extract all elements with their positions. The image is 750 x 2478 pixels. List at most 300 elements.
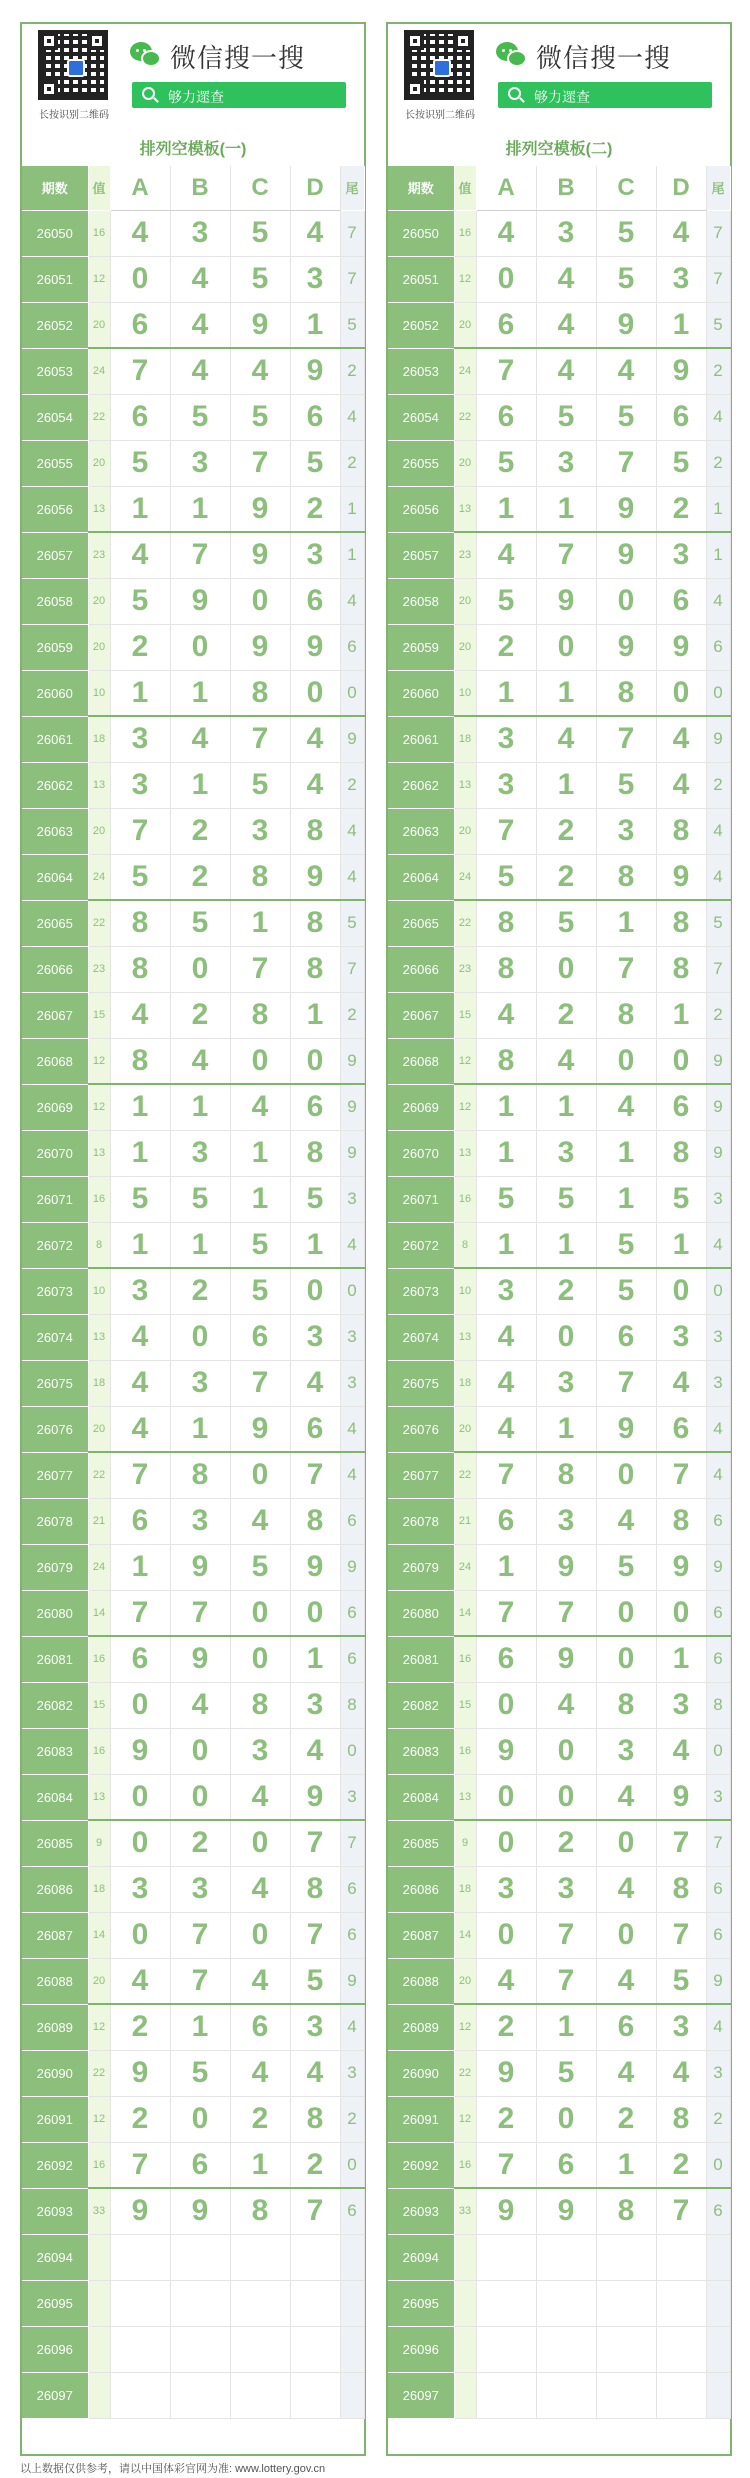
- digit-b-cell: 5: [170, 1176, 230, 1222]
- digit-a-cell: 4: [110, 1406, 170, 1452]
- period-cell: 26063: [388, 808, 454, 854]
- value-cell: 18: [88, 1866, 110, 1912]
- digit-c-cell: [230, 2234, 290, 2280]
- search-bar[interactable]: [498, 82, 712, 108]
- col-a-header: A: [476, 166, 536, 210]
- template-panel-2: [386, 22, 732, 2456]
- tail-cell: 7: [706, 256, 730, 302]
- digit-b-cell: 0: [536, 2096, 596, 2142]
- period-cell: 26085: [22, 1820, 88, 1866]
- digit-c-cell: 6: [230, 2004, 290, 2050]
- period-cell: 26073: [22, 1268, 88, 1314]
- period-cell: 26051: [388, 256, 454, 302]
- digit-b-cell: 2: [170, 992, 230, 1038]
- digit-b-cell: 4: [536, 1038, 596, 1084]
- value-cell: 22: [454, 900, 476, 946]
- value-cell: 20: [88, 1958, 110, 2004]
- value-cell: 16: [454, 1728, 476, 1774]
- digit-a-cell: 1: [476, 486, 536, 532]
- app-title: 微信搜一搜: [170, 44, 306, 74]
- digit-a-cell: 4: [110, 1360, 170, 1406]
- digit-b-cell: 4: [536, 1682, 596, 1728]
- table-row: [22, 808, 364, 854]
- digit-a-cell: [110, 2372, 170, 2418]
- digit-d-cell: 9: [290, 854, 340, 900]
- table-row: [388, 762, 730, 808]
- digit-b-cell: 2: [536, 1268, 596, 1314]
- digit-b-cell: 9: [170, 1544, 230, 1590]
- digit-a-cell: 1: [110, 486, 170, 532]
- digit-b-cell: 0: [536, 624, 596, 670]
- value-cell: 14: [454, 1912, 476, 1958]
- digit-a-cell: 0: [476, 1774, 536, 1820]
- tail-cell: 6: [706, 1590, 730, 1636]
- tail-cell: 3: [706, 1314, 730, 1360]
- digit-c-cell: 0: [596, 1636, 656, 1682]
- table-row: [388, 670, 730, 716]
- digit-b-cell: 7: [170, 1590, 230, 1636]
- digit-d-cell: 8: [290, 1498, 340, 1544]
- table-row: [22, 1452, 364, 1498]
- tail-cell: 6: [706, 1912, 730, 1958]
- digit-c-cell: 5: [230, 256, 290, 302]
- digit-b-cell: [170, 2280, 230, 2326]
- digit-c-cell: 1: [596, 1176, 656, 1222]
- digit-d-cell: 4: [656, 210, 706, 256]
- digit-c-cell: 9: [230, 624, 290, 670]
- digit-a-cell: 1: [110, 1222, 170, 1268]
- digit-d-cell: 0: [656, 670, 706, 716]
- digit-a-cell: 3: [110, 1866, 170, 1912]
- value-cell: 13: [454, 486, 476, 532]
- digit-d-cell: 1: [290, 992, 340, 1038]
- digit-b-cell: 8: [536, 1452, 596, 1498]
- digit-d-cell: 2: [656, 2142, 706, 2188]
- digit-b-cell: 7: [536, 1590, 596, 1636]
- value-cell: 23: [454, 946, 476, 992]
- period-cell: 26050: [22, 210, 88, 256]
- value-cell: 18: [88, 1360, 110, 1406]
- digit-d-cell: 1: [290, 1636, 340, 1682]
- value-cell: 24: [454, 1544, 476, 1590]
- digit-a-cell: [110, 2326, 170, 2372]
- digit-c-cell: [230, 2372, 290, 2418]
- period-cell: 26085: [388, 1820, 454, 1866]
- table-row: [388, 992, 730, 1038]
- digit-d-cell: 3: [290, 1682, 340, 1728]
- digit-b-cell: 1: [536, 670, 596, 716]
- digit-a-cell: 9: [476, 2050, 536, 2096]
- tail-cell: 4: [706, 1222, 730, 1268]
- period-cell: 26082: [388, 1682, 454, 1728]
- digit-a-cell: 7: [476, 2142, 536, 2188]
- panel-subtitle: 排列空模板(一): [139, 141, 247, 158]
- digit-d-cell: 2: [290, 486, 340, 532]
- period-cell: 26097: [22, 2372, 88, 2418]
- digit-b-cell: 0: [170, 946, 230, 992]
- value-cell: [454, 2280, 476, 2326]
- digit-a-cell: 0: [110, 1682, 170, 1728]
- tail-cell: 3: [340, 2050, 364, 2096]
- period-cell: 26072: [388, 1222, 454, 1268]
- period-cell: 26088: [22, 1958, 88, 2004]
- digit-c-cell: 4: [230, 1084, 290, 1130]
- table-row: [22, 1084, 364, 1130]
- digit-c-cell: 4: [596, 348, 656, 394]
- period-cell: 26092: [388, 2142, 454, 2188]
- search-text: 够力遝查: [534, 89, 590, 105]
- lottery-table: [388, 166, 731, 2419]
- digit-b-cell: 3: [536, 440, 596, 486]
- period-cell: 26090: [22, 2050, 88, 2096]
- period-cell: 26067: [22, 992, 88, 1038]
- digit-c-cell: 4: [230, 1958, 290, 2004]
- digit-d-cell: 3: [656, 532, 706, 578]
- digit-a-cell: 8: [110, 946, 170, 992]
- value-cell: 21: [454, 1498, 476, 1544]
- table-row: [22, 670, 364, 716]
- digit-a-cell: 1: [110, 670, 170, 716]
- period-cell: 26089: [22, 2004, 88, 2050]
- digit-c-cell: 4: [596, 1774, 656, 1820]
- digit-c-cell: 4: [230, 1498, 290, 1544]
- table-row: [22, 1590, 364, 1636]
- digit-a-cell: 4: [476, 532, 536, 578]
- table-row: [388, 2372, 730, 2418]
- digit-d-cell: 9: [656, 624, 706, 670]
- digit-b-cell: 0: [170, 1728, 230, 1774]
- digit-c-cell: 4: [230, 2050, 290, 2096]
- tail-cell: 3: [706, 1360, 730, 1406]
- table-row: [22, 1360, 364, 1406]
- table-row: [388, 1084, 730, 1130]
- digit-d-cell: 0: [290, 1268, 340, 1314]
- value-cell: 24: [454, 348, 476, 394]
- tail-cell: 7: [340, 946, 364, 992]
- value-cell: 15: [454, 1682, 476, 1728]
- digit-c-cell: 5: [596, 394, 656, 440]
- table-row: [388, 1958, 730, 2004]
- digit-c-cell: 3: [596, 808, 656, 854]
- tail-cell: 4: [706, 578, 730, 624]
- digit-a-cell: 6: [110, 394, 170, 440]
- tail-cell: 6: [706, 624, 730, 670]
- table-row: [22, 1222, 364, 1268]
- value-cell: 20: [454, 440, 476, 486]
- table-row: [388, 1866, 730, 1912]
- search-icon: [142, 87, 155, 100]
- digit-b-cell: 1: [536, 1084, 596, 1130]
- digit-a-cell: 5: [476, 440, 536, 486]
- digit-b-cell: 3: [536, 210, 596, 256]
- digit-b-cell: 4: [170, 1682, 230, 1728]
- table-row: [22, 1912, 364, 1958]
- table-row: [388, 1774, 730, 1820]
- tail-cell: 9: [706, 716, 730, 762]
- digit-c-cell: 3: [230, 808, 290, 854]
- period-cell: 26096: [22, 2326, 88, 2372]
- digit-b-cell: 0: [536, 1774, 596, 1820]
- value-cell: 22: [88, 1452, 110, 1498]
- digit-a-cell: [110, 2280, 170, 2326]
- value-cell: 16: [88, 1636, 110, 1682]
- qr-code[interactable]: [404, 30, 474, 100]
- value-cell: 13: [454, 1130, 476, 1176]
- value-cell: 20: [88, 808, 110, 854]
- digit-b-cell: 4: [170, 348, 230, 394]
- table-row: [22, 1544, 364, 1590]
- digit-a-cell: 6: [476, 1498, 536, 1544]
- digit-b-cell: 1: [170, 1222, 230, 1268]
- period-cell: 26058: [22, 578, 88, 624]
- period-cell: 26065: [22, 900, 88, 946]
- tail-cell: 4: [706, 1452, 730, 1498]
- tail-cell: 6: [706, 2188, 730, 2234]
- digit-d-cell: 3: [290, 256, 340, 302]
- table-row: [22, 992, 364, 1038]
- panel-subtitle: 排列空模板(二): [505, 141, 613, 158]
- tail-cell: 9: [340, 1084, 364, 1130]
- digit-a-cell: 0: [110, 1774, 170, 1820]
- digit-a-cell: 3: [476, 716, 536, 762]
- table-row: [22, 2096, 364, 2142]
- digit-a-cell: 8: [476, 900, 536, 946]
- digit-c-cell: 5: [596, 1222, 656, 1268]
- period-cell: 26054: [22, 394, 88, 440]
- digit-a-cell: 8: [110, 1038, 170, 1084]
- digit-c-cell: 5: [230, 1268, 290, 1314]
- period-cell: 26073: [388, 1268, 454, 1314]
- digit-d-cell: 3: [656, 2004, 706, 2050]
- digit-b-cell: 0: [170, 1314, 230, 1360]
- table-row: [22, 2234, 364, 2280]
- digit-a-cell: 4: [476, 210, 536, 256]
- digit-b-cell: 7: [536, 1912, 596, 1958]
- tail-cell: 7: [340, 1820, 364, 1866]
- table-row: [22, 2188, 364, 2234]
- table-row: [388, 1176, 730, 1222]
- table-row: [388, 210, 730, 256]
- period-cell: 26076: [388, 1406, 454, 1452]
- period-cell: 26094: [22, 2234, 88, 2280]
- digit-c-cell: 8: [230, 2188, 290, 2234]
- digit-c-cell: 9: [230, 302, 290, 348]
- value-cell: 13: [454, 1774, 476, 1820]
- table-row: [22, 1130, 364, 1176]
- table-row: [22, 256, 364, 302]
- panel-header: [22, 24, 364, 124]
- lottery-table: [22, 166, 365, 2419]
- tail-cell: 4: [706, 2004, 730, 2050]
- table-row: [388, 1912, 730, 1958]
- tail-cell: 3: [706, 1774, 730, 1820]
- digit-d-cell: 7: [290, 2188, 340, 2234]
- period-cell: 26095: [22, 2280, 88, 2326]
- digit-a-cell: 0: [476, 1912, 536, 1958]
- digit-b-cell: [536, 2372, 596, 2418]
- digit-d-cell: 5: [656, 1176, 706, 1222]
- digit-d-cell: [656, 2280, 706, 2326]
- digit-d-cell: 8: [656, 946, 706, 992]
- digit-a-cell: 0: [476, 256, 536, 302]
- value-cell: 20: [88, 440, 110, 486]
- digit-b-cell: 9: [536, 2188, 596, 2234]
- qr-code[interactable]: [38, 30, 108, 100]
- qr-caption: 长按识别二维码: [405, 110, 475, 121]
- tail-cell: 6: [340, 1636, 364, 1682]
- digit-a-cell: [476, 2372, 536, 2418]
- table-row: [22, 1820, 364, 1866]
- period-cell: 26059: [22, 624, 88, 670]
- tail-cell: 4: [706, 394, 730, 440]
- table-row: [22, 1498, 364, 1544]
- period-cell: 26080: [388, 1590, 454, 1636]
- digit-a-cell: [476, 2326, 536, 2372]
- table-row: [22, 1682, 364, 1728]
- col-d-header: D: [290, 166, 340, 210]
- tail-cell: 9: [706, 1130, 730, 1176]
- value-cell: 16: [88, 1176, 110, 1222]
- digit-d-cell: 9: [290, 624, 340, 670]
- digit-d-cell: 5: [290, 440, 340, 486]
- value-cell: 20: [88, 624, 110, 670]
- period-cell: 26090: [388, 2050, 454, 2096]
- digit-a-cell: 2: [110, 624, 170, 670]
- digit-a-cell: 9: [476, 1728, 536, 1774]
- digit-d-cell: 8: [290, 2096, 340, 2142]
- digit-a-cell: 4: [476, 1406, 536, 1452]
- period-cell: 26068: [388, 1038, 454, 1084]
- digit-c-cell: 4: [596, 2050, 656, 2096]
- value-cell: 33: [88, 2188, 110, 2234]
- table-row: [22, 302, 364, 348]
- digit-d-cell: 4: [656, 1728, 706, 1774]
- tail-cell: 6: [340, 1866, 364, 1912]
- digit-b-cell: 2: [170, 1820, 230, 1866]
- digit-d-cell: 8: [656, 1130, 706, 1176]
- digit-b-cell: 5: [536, 900, 596, 946]
- table-row: [388, 1682, 730, 1728]
- digit-d-cell: 8: [656, 1866, 706, 1912]
- table-row: [388, 532, 730, 578]
- period-cell: 26092: [22, 2142, 88, 2188]
- table-row: [388, 2142, 730, 2188]
- tail-cell: 4: [340, 1452, 364, 1498]
- tail-cell: 8: [706, 1682, 730, 1728]
- digit-d-cell: 8: [290, 1130, 340, 1176]
- digit-a-cell: 1: [476, 1130, 536, 1176]
- digit-b-cell: 4: [170, 1038, 230, 1084]
- digit-a-cell: 6: [476, 302, 536, 348]
- digit-c-cell: 0: [230, 1820, 290, 1866]
- tail-cell: 6: [340, 2188, 364, 2234]
- tail-cell: [340, 2280, 364, 2326]
- digit-a-cell: 3: [476, 1268, 536, 1314]
- digit-c-cell: 2: [596, 2096, 656, 2142]
- table-row: [388, 1268, 730, 1314]
- tail-cell: 0: [706, 670, 730, 716]
- col-value-header: 值: [88, 166, 110, 210]
- digit-c-cell: 5: [230, 394, 290, 440]
- digit-b-cell: 4: [170, 716, 230, 762]
- digit-a-cell: 7: [110, 2142, 170, 2188]
- tail-cell: 5: [706, 900, 730, 946]
- digit-b-cell: 9: [536, 1636, 596, 1682]
- digit-b-cell: 9: [170, 578, 230, 624]
- period-cell: 26060: [388, 670, 454, 716]
- digit-b-cell: 3: [170, 1360, 230, 1406]
- value-cell: 23: [88, 532, 110, 578]
- digit-b-cell: 1: [170, 486, 230, 532]
- period-cell: 26082: [22, 1682, 88, 1728]
- digit-c-cell: 0: [230, 578, 290, 624]
- digit-d-cell: 9: [656, 854, 706, 900]
- digit-c-cell: 1: [230, 900, 290, 946]
- digit-b-cell: 9: [536, 1544, 596, 1590]
- digit-b-cell: 4: [536, 302, 596, 348]
- digit-c-cell: 3: [230, 1728, 290, 1774]
- table-row: [388, 2326, 730, 2372]
- digit-a-cell: 7: [110, 1590, 170, 1636]
- digit-c-cell: 5: [230, 762, 290, 808]
- digit-c-cell: [596, 2280, 656, 2326]
- tail-cell: 9: [340, 1544, 364, 1590]
- table-row: [22, 2280, 364, 2326]
- digit-b-cell: 0: [170, 1774, 230, 1820]
- digit-c-cell: 8: [596, 992, 656, 1038]
- tail-cell: 4: [706, 1406, 730, 1452]
- table-row: [388, 1038, 730, 1084]
- period-cell: 26094: [388, 2234, 454, 2280]
- table-row: [22, 2004, 364, 2050]
- digit-a-cell: [110, 2234, 170, 2280]
- table-row: [388, 578, 730, 624]
- digit-c-cell: 0: [596, 1452, 656, 1498]
- period-cell: 26063: [22, 808, 88, 854]
- tail-cell: 9: [706, 1958, 730, 2004]
- digit-d-cell: 8: [290, 808, 340, 854]
- digit-b-cell: 4: [170, 256, 230, 302]
- table-row: [388, 2188, 730, 2234]
- col-period-header: 期数: [388, 166, 454, 210]
- period-cell: 26074: [22, 1314, 88, 1360]
- period-cell: 26086: [388, 1866, 454, 1912]
- value-cell: 16: [88, 2142, 110, 2188]
- tail-cell: 2: [340, 440, 364, 486]
- digit-d-cell: [290, 2234, 340, 2280]
- tail-cell: 3: [706, 1176, 730, 1222]
- value-cell: 23: [454, 532, 476, 578]
- digit-d-cell: [290, 2280, 340, 2326]
- digit-c-cell: 0: [230, 1912, 290, 1958]
- digit-a-cell: 2: [110, 2096, 170, 2142]
- table-row: [388, 1636, 730, 1682]
- tail-cell: 7: [340, 210, 364, 256]
- period-cell: 26057: [22, 532, 88, 578]
- digit-a-cell: 0: [110, 1820, 170, 1866]
- period-cell: 26059: [388, 624, 454, 670]
- tail-cell: 0: [706, 1268, 730, 1314]
- tail-cell: 1: [706, 486, 730, 532]
- search-bar[interactable]: [132, 82, 346, 108]
- digit-c-cell: 5: [596, 1544, 656, 1590]
- value-cell: 20: [454, 1406, 476, 1452]
- period-cell: 26050: [388, 210, 454, 256]
- value-cell: [88, 2372, 110, 2418]
- digit-c-cell: [230, 2280, 290, 2326]
- search-icon: [508, 87, 521, 100]
- tail-cell: 7: [706, 946, 730, 992]
